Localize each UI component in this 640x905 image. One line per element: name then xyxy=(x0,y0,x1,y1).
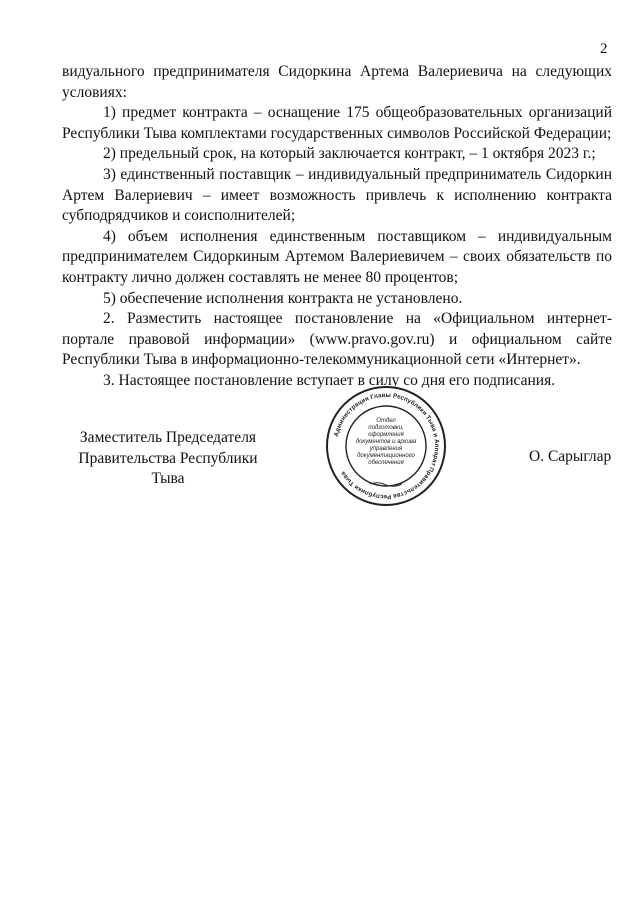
paragraph-clause-2: 2. Разместить настоящее постановление на «Официальном интернет-портале правовой информации» (www.pravo.gov.ru) и официальном сайте Республики Тыва в информационно-телекоммуникационной сети «Интернет». xyxy=(62,310,612,369)
page-number: 2 xyxy=(600,41,608,57)
stamp-center-line: документов и архива xyxy=(355,439,417,445)
paragraph-item-5: 5) обеспечение исполнения контракта не установлено. xyxy=(103,289,463,307)
signatory-name: О. Сарыглар xyxy=(529,448,612,465)
paragraph-item-4: 4) объем исполнения единственным поставщиком – индивидуальным предпринимателем Сидоркиным Артемом Валериевичем – своих обязательств по контракту лично должен составлять не менее 80 процентов; xyxy=(62,227,612,286)
paragraph-clause-3: 3. Настоящее постановление вступает в силу со дня его подписания. xyxy=(103,371,556,389)
stamp-center-line: Отдел xyxy=(376,418,396,424)
paragraph-item-3: 3) единственный поставщик – индивидуальный предприниматель Сидоркин Артем Валериевич – имеет возможность привлечь к исполнению контракта субподрядчиков и соисполнителей; xyxy=(62,165,612,225)
signatory-position-line-1: Заместитель Председателя xyxy=(79,429,257,446)
stamp-center-line: оформления xyxy=(368,432,404,438)
official-stamp xyxy=(324,384,448,508)
paragraph-item-1: 1) предмет контракта – оснащение 175 общеобразовательных организаций Республики Тыва комплектами государственных символов Российской Федерации; xyxy=(62,104,612,142)
stamp-center-line: обеспечения xyxy=(368,460,404,466)
paragraph-continuation: видуального предпринимателя Сидоркина Артема Валериевича на следующих условиях: xyxy=(62,63,612,101)
stamp-center-line: подготовки, xyxy=(368,425,404,431)
document-body xyxy=(62,62,612,392)
signatory-position-line-2: Правительства Республики Тыва xyxy=(78,449,258,488)
stamp-center-line: управления xyxy=(369,446,403,452)
stamp-ring-text: Администрация Главы Республики Тыва и Аппарат Правительства Республики Тыва xyxy=(332,391,441,501)
paragraph-item-2: 2) предельный срок, на который заключается контракт, – 1 октября 2023 г.; xyxy=(103,145,596,163)
stamp-center-line: документационного xyxy=(357,453,415,459)
signatory-position xyxy=(62,428,274,490)
